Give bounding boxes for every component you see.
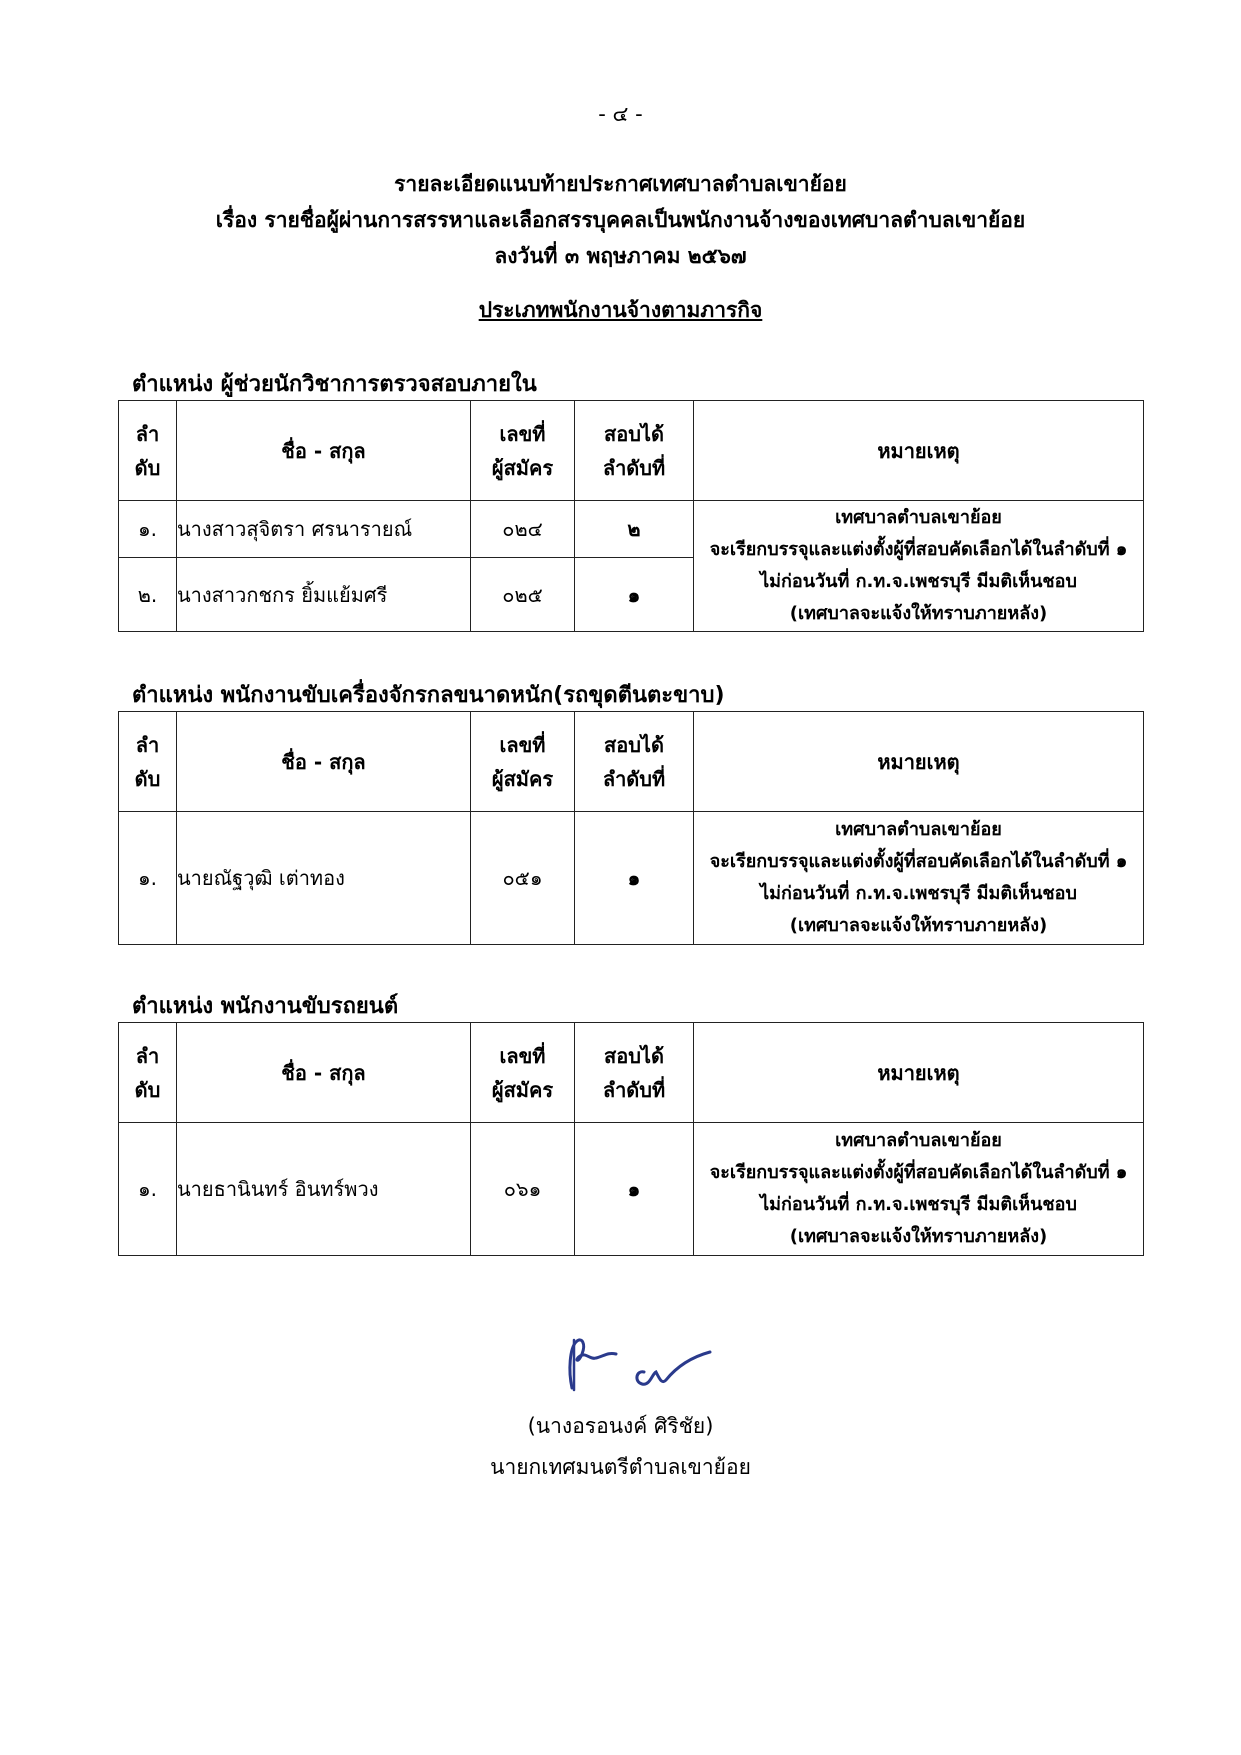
col-remark: หมายเหตุ	[694, 712, 1144, 812]
col-rank: สอบได้ ลำดับที่	[575, 1023, 694, 1123]
row-rank: ๑	[575, 558, 694, 632]
row-name: นายธานินทร์ อินทร์พวง	[177, 1123, 471, 1256]
row-name: นายณัฐวุฒิ เต่าทอง	[177, 812, 471, 945]
col-rank: สอบได้ ลำดับที่	[575, 401, 694, 501]
table-header-row	[119, 712, 1144, 812]
table-header-row	[119, 1023, 1144, 1123]
table-header-row	[119, 401, 1144, 501]
col-no: ลำ ดับ	[119, 712, 177, 812]
signatory-title: นายกเทศมนตรีตำบลเขาย้อย	[490, 1455, 751, 1479]
col-name: ชื่อ - สกุล	[177, 401, 471, 501]
page-number: - ๔ -	[598, 102, 643, 126]
row-remark: เทศบาลตำบลเขาย้อย จะเรียกบรรจุและแต่งตั้งผู้ที่สอบคัดเลือกได้ในลำดับที่ ๑ ไม่ก่อนวันที่ ก.ท.จ.เพชรบุรี มีมติเห็นชอบ (เทศบาลจะแจ้งให้ทราบภายหลัง)	[694, 501, 1144, 632]
document-date: ลงวันที่ ๓ พฤษภาคม ๒๕๖๗	[494, 244, 747, 268]
candidates-table	[118, 1022, 1144, 1256]
col-rank: สอบได้ ลำดับที่	[575, 712, 694, 812]
row-applicant-no: ๐๕๑	[471, 812, 575, 945]
document-subject: เรื่อง รายชื่อผู้ผ่านการสรรหาและเลือกสรรบุคคลเป็นพนักงานจ้างของเทศบาลตำบลเขาย้อย	[215, 208, 1026, 232]
row-no: ๑.	[119, 1123, 177, 1256]
document-title: รายละเอียดแนบท้ายประกาศเทศบาลตำบลเขาย้อย	[394, 172, 847, 196]
row-applicant-no: ๐๖๑	[471, 1123, 575, 1256]
col-applicant-no: เลขที่ ผู้สมัคร	[471, 712, 575, 812]
candidates-table	[118, 711, 1144, 945]
row-name: นางสาวกชกร ยิ้มแย้มศรี	[177, 558, 471, 632]
row-rank: ๑	[575, 1123, 694, 1256]
row-remark: เทศบาลตำบลเขาย้อย จะเรียกบรรจุและแต่งตั้งผู้ที่สอบคัดเลือกได้ในลำดับที่ ๑ ไม่ก่อนวันที่ ก.ท.จ.เพชรบุรี มีมติเห็นชอบ (เทศบาลจะแจ้งให้ทราบภายหลัง)	[694, 812, 1144, 945]
row-applicant-no: ๐๒๔	[471, 501, 575, 558]
row-no: ๑.	[119, 812, 177, 945]
row-no: ๒.	[119, 558, 177, 632]
row-rank: ๑	[575, 812, 694, 945]
position-title: ตำแหน่ง ผู้ช่วยนักวิชาการตรวจสอบภายใน	[132, 372, 537, 397]
row-rank: ๒	[575, 501, 694, 558]
table-row	[119, 812, 1144, 945]
row-applicant-no: ๐๒๕	[471, 558, 575, 632]
row-remark: เทศบาลตำบลเขาย้อย จะเรียกบรรจุและแต่งตั้งผู้ที่สอบคัดเลือกได้ในลำดับที่ ๑ ไม่ก่อนวันที่ ก.ท.จ.เพชรบุรี มีมติเห็นชอบ (เทศบาลจะแจ้งให้ทราบภายหลัง)	[694, 1123, 1144, 1256]
signatory-name: (นางอรอนงค์ ศิริชัย)	[527, 1414, 714, 1438]
row-no: ๑.	[119, 501, 177, 558]
position-title: ตำแหน่ง พนักงานขับเครื่องจักรกลขนาดหนัก(รถขุดตีนตะขาบ)	[132, 683, 725, 708]
col-no: ลำ ดับ	[119, 401, 177, 501]
handwritten-signature	[560, 1330, 720, 1400]
col-name: ชื่อ - สกุล	[177, 712, 471, 812]
col-remark: หมายเหตุ	[694, 1023, 1144, 1123]
col-no: ลำ ดับ	[119, 1023, 177, 1123]
col-applicant-no: เลขที่ ผู้สมัคร	[471, 401, 575, 501]
col-name: ชื่อ - สกุล	[177, 1023, 471, 1123]
col-applicant-no: เลขที่ ผู้สมัคร	[471, 1023, 575, 1123]
col-remark: หมายเหตุ	[694, 401, 1144, 501]
table-row	[119, 1123, 1144, 1256]
candidates-table	[118, 400, 1144, 632]
employee-category: ประเภทพนักงานจ้างตามภารกิจ	[478, 298, 763, 322]
position-title: ตำแหน่ง พนักงานขับรถยนต์	[132, 994, 399, 1019]
row-name: นางสาวสุจิตรา ศรนารายณ์	[177, 501, 471, 558]
table-row	[119, 501, 1144, 558]
